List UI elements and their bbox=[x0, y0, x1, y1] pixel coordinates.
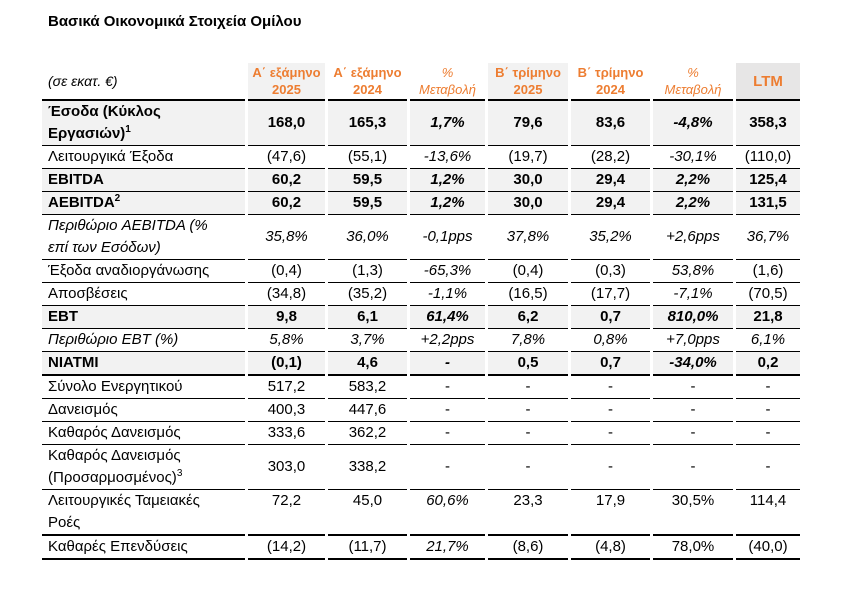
value-h1-2025: 5,8% bbox=[248, 329, 325, 352]
header-ltm: LTM bbox=[736, 63, 800, 101]
row-net-debt bbox=[42, 422, 800, 445]
row-label: Καθαρές Επενδύσεις bbox=[42, 536, 245, 560]
row-label: EBT bbox=[42, 306, 245, 329]
header-q2-change: % Μεταβολή bbox=[653, 63, 733, 101]
value-h1-2024: 165,3 bbox=[328, 101, 407, 146]
value-h1-2024: 583,2 bbox=[328, 376, 407, 399]
header-h1-change: % Μεταβολή bbox=[410, 63, 485, 101]
value-h1-2025: 60,2 bbox=[248, 169, 325, 192]
value-ltm: 0,2 bbox=[736, 352, 800, 376]
change-h1: -65,3% bbox=[410, 260, 485, 283]
row-label: Έξοδα αναδιοργάνωσης bbox=[42, 260, 245, 283]
value-q2-2025: 23,3 bbox=[488, 490, 568, 536]
value-q2-2024: - bbox=[571, 376, 650, 399]
value-q2-2025: 0,5 bbox=[488, 352, 568, 376]
row-restructuring-costs bbox=[42, 260, 800, 283]
change-q2: 2,2% bbox=[653, 192, 733, 215]
change-h1: -13,6% bbox=[410, 146, 485, 169]
value-h1-2025: (14,2) bbox=[248, 536, 325, 560]
row-ebitda bbox=[42, 169, 800, 192]
change-h1: 1,2% bbox=[410, 192, 485, 215]
value-q2-2024: (0,3) bbox=[571, 260, 650, 283]
row-label-text: Καθαρός Δανεισμός (Προσαρμοσμένος) bbox=[48, 447, 181, 486]
change-q2: -30,1% bbox=[653, 146, 733, 169]
row-label: Λειτουργικά Έξοδα bbox=[42, 146, 245, 169]
change-h1: - bbox=[410, 376, 485, 399]
value-h1-2025: 168,0 bbox=[248, 101, 325, 146]
value-h1-2024: 3,7% bbox=[328, 329, 407, 352]
change-q2: -34,0% bbox=[653, 352, 733, 376]
row-operating-expenses bbox=[42, 146, 800, 169]
value-q2-2025: 37,8% bbox=[488, 215, 568, 260]
value-q2-2025: (0,4) bbox=[488, 260, 568, 283]
row-aebitda-margin bbox=[42, 215, 800, 260]
change-h1: 1,2% bbox=[410, 169, 485, 192]
change-h1: +2,2pps bbox=[410, 329, 485, 352]
row-depreciation bbox=[42, 283, 800, 306]
row-ebt bbox=[42, 306, 800, 329]
value-q2-2024: 83,6 bbox=[571, 101, 650, 146]
value-q2-2024: 0,7 bbox=[571, 352, 650, 376]
value-q2-2024: 0,7 bbox=[571, 306, 650, 329]
value-q2-2024: 29,4 bbox=[571, 169, 650, 192]
value-h1-2025: (47,6) bbox=[248, 146, 325, 169]
change-h1: - bbox=[410, 399, 485, 422]
value-q2-2025: 7,8% bbox=[488, 329, 568, 352]
value-ltm: - bbox=[736, 399, 800, 422]
value-ltm: 131,5 bbox=[736, 192, 800, 215]
value-h1-2025: (34,8) bbox=[248, 283, 325, 306]
row-label-text: Έσοδα (Κύκλος Εργασιών) bbox=[48, 103, 161, 142]
value-h1-2024: 4,6 bbox=[328, 352, 407, 376]
row-aebitda bbox=[42, 192, 800, 215]
value-h1-2025: 9,8 bbox=[248, 306, 325, 329]
value-ltm: (40,0) bbox=[736, 536, 800, 560]
financial-summary-table bbox=[39, 63, 803, 560]
value-ltm: 21,8 bbox=[736, 306, 800, 329]
header-h1-2024: Α΄ εξάμηνο 2024 bbox=[328, 63, 407, 101]
value-q2-2024: - bbox=[571, 399, 650, 422]
value-ltm: 358,3 bbox=[736, 101, 800, 146]
change-q2: 78,0% bbox=[653, 536, 733, 560]
row-label: Δανεισμός bbox=[42, 399, 245, 422]
header-unit-label: (σε εκατ. €) bbox=[42, 63, 245, 101]
change-q2: - bbox=[653, 376, 733, 399]
row-label bbox=[42, 192, 245, 215]
value-ltm: - bbox=[736, 445, 800, 490]
change-q2: - bbox=[653, 399, 733, 422]
row-label: Καθαρός Δανεισμός bbox=[42, 422, 245, 445]
value-h1-2025: 517,2 bbox=[248, 376, 325, 399]
value-ltm: (70,5) bbox=[736, 283, 800, 306]
value-q2-2025: 30,0 bbox=[488, 192, 568, 215]
value-q2-2024: (17,7) bbox=[571, 283, 650, 306]
change-h1: - bbox=[410, 352, 485, 376]
change-h1: -1,1% bbox=[410, 283, 485, 306]
header-q2-2024: Β΄ τρίμηνο 2024 bbox=[571, 63, 650, 101]
change-h1: 61,4% bbox=[410, 306, 485, 329]
change-h1: 21,7% bbox=[410, 536, 485, 560]
change-q2: +7,0pps bbox=[653, 329, 733, 352]
change-q2: -4,8% bbox=[653, 101, 733, 146]
value-ltm: (110,0) bbox=[736, 146, 800, 169]
value-q2-2024: (4,8) bbox=[571, 536, 650, 560]
footnote-marker: 2 bbox=[114, 193, 121, 204]
row-debt bbox=[42, 399, 800, 422]
change-h1: - bbox=[410, 422, 485, 445]
value-h1-2024: 36,0% bbox=[328, 215, 407, 260]
header-q2-2025: Β΄ τρίμηνο 2025 bbox=[488, 63, 568, 101]
value-h1-2024: 59,5 bbox=[328, 169, 407, 192]
footnote-marker: 3 bbox=[176, 468, 183, 479]
value-h1-2024: (1,3) bbox=[328, 260, 407, 283]
row-net-investments bbox=[42, 536, 800, 560]
value-h1-2024: (35,2) bbox=[328, 283, 407, 306]
row-total-assets bbox=[42, 376, 800, 399]
row-label bbox=[42, 445, 245, 490]
header-h1-2025: Α΄ εξάμηνο 2025 bbox=[248, 63, 325, 101]
value-h1-2024: 447,6 bbox=[328, 399, 407, 422]
value-q2-2025: (19,7) bbox=[488, 146, 568, 169]
change-h1: - bbox=[410, 445, 485, 490]
change-h1: -0,1pps bbox=[410, 215, 485, 260]
value-q2-2025: (16,5) bbox=[488, 283, 568, 306]
value-q2-2025: 6,2 bbox=[488, 306, 568, 329]
change-q2: - bbox=[653, 422, 733, 445]
table-header-row bbox=[42, 63, 800, 101]
value-q2-2025: - bbox=[488, 376, 568, 399]
value-h1-2024: 338,2 bbox=[328, 445, 407, 490]
value-h1-2024: 6,1 bbox=[328, 306, 407, 329]
value-ltm: 36,7% bbox=[736, 215, 800, 260]
change-q2: 30,5% bbox=[653, 490, 733, 536]
row-label: Αποσβέσεις bbox=[42, 283, 245, 306]
value-h1-2024: 59,5 bbox=[328, 192, 407, 215]
value-h1-2024: 45,0 bbox=[328, 490, 407, 536]
row-label: NIATMI bbox=[42, 352, 245, 376]
change-q2: 810,0% bbox=[653, 306, 733, 329]
value-q2-2025: 30,0 bbox=[488, 169, 568, 192]
row-ebt-margin bbox=[42, 329, 800, 352]
change-q2: -7,1% bbox=[653, 283, 733, 306]
value-ltm: (1,6) bbox=[736, 260, 800, 283]
row-label: Περιθώριο AEBITDA (% επί των Εσόδων) bbox=[42, 215, 245, 260]
row-niatmi bbox=[42, 352, 800, 376]
change-h1: 60,6% bbox=[410, 490, 485, 536]
value-ltm: 125,4 bbox=[736, 169, 800, 192]
value-h1-2025: (0,1) bbox=[248, 352, 325, 376]
value-q2-2024: 29,4 bbox=[571, 192, 650, 215]
value-q2-2025: - bbox=[488, 399, 568, 422]
row-label: EBITDA bbox=[42, 169, 245, 192]
row-label bbox=[42, 101, 245, 146]
row-operating-cash-flow bbox=[42, 490, 800, 536]
row-label: Λειτουργικές Ταμειακές Ροές bbox=[42, 490, 245, 536]
value-q2-2024: (28,2) bbox=[571, 146, 650, 169]
value-q2-2024: 0,8% bbox=[571, 329, 650, 352]
row-revenue bbox=[42, 101, 800, 146]
value-ltm: 114,4 bbox=[736, 490, 800, 536]
row-label: Περιθώριο EBT (%) bbox=[42, 329, 245, 352]
value-ltm: 6,1% bbox=[736, 329, 800, 352]
value-q2-2024: 17,9 bbox=[571, 490, 650, 536]
row-label: Σύνολο Ενεργητικού bbox=[42, 376, 245, 399]
value-q2-2025: - bbox=[488, 422, 568, 445]
value-h1-2025: 72,2 bbox=[248, 490, 325, 536]
value-h1-2025: (0,4) bbox=[248, 260, 325, 283]
footnote-marker: 1 bbox=[125, 124, 131, 135]
change-q2: 2,2% bbox=[653, 169, 733, 192]
value-q2-2025: 79,6 bbox=[488, 101, 568, 146]
value-ltm: - bbox=[736, 376, 800, 399]
change-q2: 53,8% bbox=[653, 260, 733, 283]
value-h1-2025: 303,0 bbox=[248, 445, 325, 490]
value-q2-2024: - bbox=[571, 445, 650, 490]
value-h1-2024: 362,2 bbox=[328, 422, 407, 445]
row-net-debt-adjusted bbox=[42, 445, 800, 490]
value-q2-2025: - bbox=[488, 445, 568, 490]
value-h1-2024: (11,7) bbox=[328, 536, 407, 560]
value-h1-2025: 60,2 bbox=[248, 192, 325, 215]
value-q2-2024: 35,2% bbox=[571, 215, 650, 260]
value-h1-2025: 35,8% bbox=[248, 215, 325, 260]
value-h1-2024: (55,1) bbox=[328, 146, 407, 169]
change-h1: 1,7% bbox=[410, 101, 485, 146]
value-ltm: - bbox=[736, 422, 800, 445]
change-q2: +2,6pps bbox=[653, 215, 733, 260]
value-q2-2025: (8,6) bbox=[488, 536, 568, 560]
value-h1-2025: 333,6 bbox=[248, 422, 325, 445]
value-q2-2024: - bbox=[571, 422, 650, 445]
row-label-text: AEBITDA bbox=[48, 194, 115, 211]
page-title: Βασικά Οικονομικά Στοιχεία Ομίλου bbox=[48, 13, 302, 30]
change-q2: - bbox=[653, 445, 733, 490]
value-h1-2025: 400,3 bbox=[248, 399, 325, 422]
